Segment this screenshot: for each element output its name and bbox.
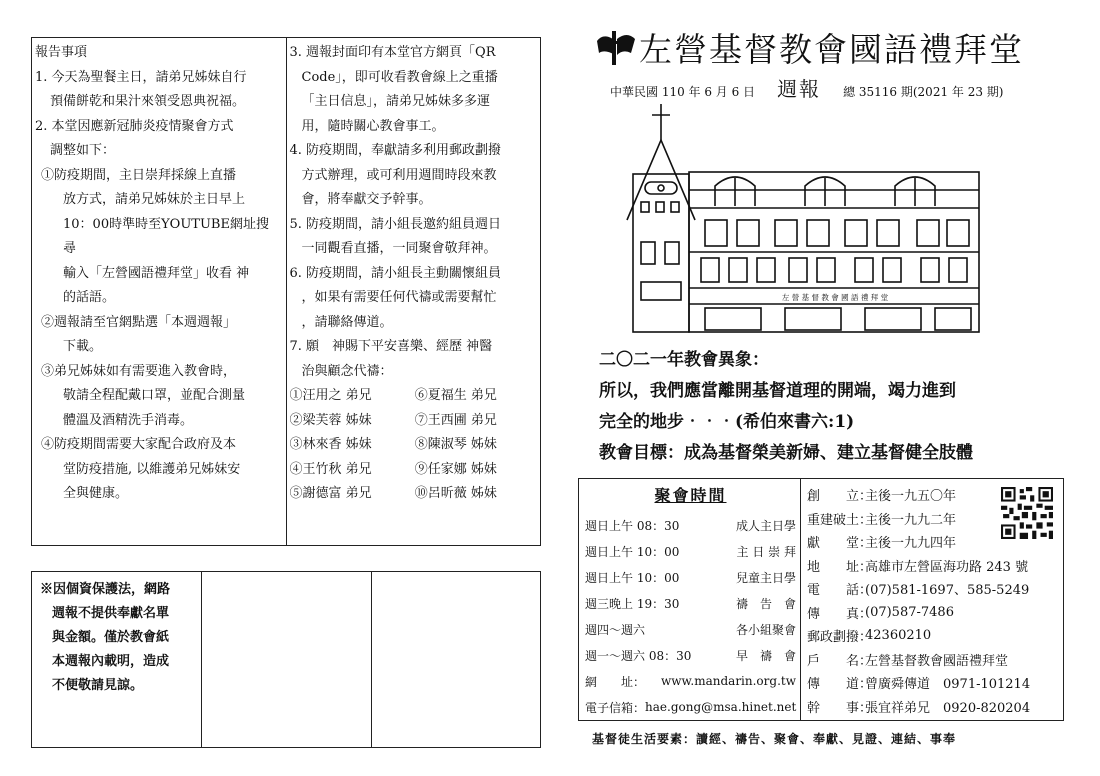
email-label: 電子信箱： (585, 700, 646, 715)
prayer-list (290, 384, 537, 507)
meeting-time: 週日上午 08：30 (585, 518, 680, 533)
masthead (593, 24, 1024, 71)
meeting-time: 週日上午 10：00 (585, 570, 680, 585)
prayer-item: ⑦王西圃 弟兄 (414, 412, 497, 428)
announcements-heading: 報告事項 (35, 45, 88, 60)
meeting-times-title: 聚會時間 (654, 486, 727, 505)
meeting-event: 主 日 崇 拜 (736, 544, 796, 559)
announcement-line: 用，隨時關心教會事工。 (301, 118, 445, 134)
prayer-item: ⑩呂昕薇 姊妹 (414, 486, 497, 501)
announcement-line: 輸入「左營國語禮拜堂」收看 神 (63, 265, 250, 281)
offering-cell-blank (202, 572, 372, 747)
contact-value: (07)587-7486 (865, 604, 954, 620)
meeting-event: 兒童主日學 (735, 570, 796, 585)
contact-label: 獻 堂： (807, 536, 873, 552)
contact-label: 郵政劃撥： (807, 630, 873, 646)
contact-value: 張宜祥弟兄 0920-820204 (865, 700, 1031, 716)
meeting-time: 週日上午 10：00 (585, 544, 680, 559)
contact-row (807, 695, 1059, 719)
issue-info (610, 73, 1003, 102)
announcement-line: ，如果有需要任何代禱或需要幫忙 (301, 290, 497, 305)
meeting-row (585, 538, 796, 564)
announcement-line: 2. 本堂因應新冠肺炎疫情聚會方式 (35, 118, 234, 134)
contact-label: 電 話： (807, 583, 873, 599)
announcement-line: 放方式，請弟兄姊妹於主日早上 (63, 192, 246, 207)
privacy-line: 本週報內載明，造成 (52, 654, 170, 669)
contact-value: 主後一九九二年 (865, 512, 957, 528)
contact-label: 幹 事： (807, 700, 873, 716)
announcement-line: 調整如下： (50, 143, 116, 158)
announcement-line: 10：00時準時至YOUTUBE網址搜尋 (63, 216, 269, 256)
prayer-item: ⑤謝德富 弟兄 (289, 486, 372, 501)
contact-label: 戶 名： (807, 653, 873, 669)
announcement-line: 下載。 (63, 339, 103, 354)
announcement-line: 敬請全程配戴口罩，並配合測量 (63, 388, 246, 403)
announcements-column-2 (286, 38, 541, 545)
announcement-line: ，請聯絡傳道。 (301, 314, 393, 330)
announcement-line: 堂防疫措施, 以維護弟兄姊妹安 (63, 461, 241, 477)
contact-value: 42360210 (865, 628, 932, 644)
announcement-line: 方式辦理，或可利用週間時段來教 (301, 167, 497, 183)
issue-number: 總 35116 期(2021 年 23 期) (843, 85, 1004, 99)
email-link[interactable]: hae.gong@msa.hinet.net (645, 700, 797, 714)
prayer-item: ⑧陳淑琴 姊妹 (414, 437, 497, 452)
church-goal: 教會目標：成為基督榮美新婦、建立基督健全肢體 (599, 443, 973, 463)
contact-value: 主後一九五〇年 (865, 489, 957, 505)
prayer-item: ②梁芙蓉 姊妹 (289, 412, 372, 428)
announcement-line: 7. 願 神賜下平安喜樂、經歷 神醫 (289, 339, 493, 354)
announcement-line: 「主日信息」，請弟兄姊妹多多運 (301, 94, 491, 109)
church-contacts (801, 479, 1063, 720)
announcements-panel (31, 37, 541, 546)
privacy-line: 不便敬請見諒。 (52, 678, 144, 693)
meeting-time: 週一～週六 08：30 (585, 648, 692, 663)
prayer-item: ③林來香 姊妹 (289, 437, 372, 452)
vision-verse-line: 完全的地步‧‧‧(希伯來書六:1) (599, 412, 855, 432)
meeting-row (585, 642, 796, 668)
contact-label: 創 立： (807, 489, 873, 505)
announcement-line: 4. 防疫期間，奉獻請多利用郵政劃撥 (289, 143, 502, 158)
announcement-line: 3. 週報封面印有本堂官方網頁「QR (289, 45, 496, 60)
announcement-line: 體溫及酒精洗手消毒。 (63, 412, 194, 428)
announcement-line: ②週報請至官網點選「本週週報」 (41, 314, 237, 330)
contact-row (807, 554, 1059, 578)
contact-value: (07)581-1697、585-5249 (865, 583, 1030, 599)
announcement-line: 預備餅乾和果汁來領受恩典祝福。 (50, 94, 246, 109)
contact-value: 高雄市左營區海功路 243 號 (865, 559, 1029, 575)
vision-statement (599, 345, 1069, 469)
announcement-line: 1. 今天為聖餐主日，請弟兄姊妹自行 (35, 69, 247, 85)
meeting-event: 早 禱 會 (735, 648, 796, 663)
meeting-times (579, 479, 801, 720)
contact-value: 主後一九九四年 (865, 536, 957, 552)
church-title: 左營基督教會國語禮拜堂 (639, 30, 1024, 69)
church-logo-icon (593, 27, 637, 69)
meeting-row (585, 512, 796, 538)
meeting-row (585, 616, 796, 642)
announcement-line: 會，將奉獻交予幹事。 (301, 192, 432, 207)
announcement-line: 的話語。 (63, 290, 116, 305)
contact-value: 曾廣舜傳道 0971-101214 (865, 677, 1031, 693)
website-label: 網 址： (585, 674, 646, 689)
privacy-line: 週報不提供奉獻名單 (52, 606, 170, 621)
building-sign: 左 營 基 督 教 會 國 語 禮 拜 堂 (781, 293, 889, 302)
announcement-line: 5. 防疫期間，請小組長邀約組員週日 (289, 216, 502, 232)
meeting-event: 各小組聚會 (735, 622, 796, 637)
announcements-column-1 (32, 38, 286, 545)
contact-label: 地 址： (807, 559, 873, 575)
website-row (585, 668, 796, 694)
privacy-line: 與金額。僅於教會紙 (52, 630, 170, 645)
weekly-label: 週報 (777, 77, 822, 101)
meeting-event: 成人主日學 (735, 518, 796, 533)
contact-label: 傳 道： (807, 677, 873, 693)
contact-label: 重建破土： (807, 512, 873, 528)
contact-row (807, 648, 1059, 672)
meeting-row (585, 590, 796, 616)
announcement-line: 治與顧念代禱： (301, 363, 393, 379)
qr-code-icon[interactable] (1001, 487, 1053, 539)
privacy-notice (32, 572, 202, 747)
meeting-event: 禱 告 會 (735, 596, 796, 611)
announcement-line: 6. 防疫期間，請小組長主動關懷組員 (289, 265, 502, 281)
prayer-item: ⑨任家娜 姊妹 (414, 461, 497, 477)
christian-life-essentials: 基督徒生活要素：讀經、禱告、聚會、奉獻、見證、連結、事奉 (592, 732, 957, 746)
meeting-row (585, 564, 796, 590)
announcement-line: 全與健康。 (63, 486, 129, 501)
announcement-line: Code」，即可收看教會線上之重播 (301, 69, 498, 85)
prayer-item: ⑥夏福生 弟兄 (414, 388, 497, 403)
contact-row (807, 624, 1059, 648)
meeting-time: 週三晚上 19：30 (585, 596, 680, 611)
announcement-line: ④防疫期間需要大家配合政府及本 (41, 437, 237, 452)
info-table (578, 478, 1064, 721)
privacy-notice-box (31, 571, 541, 748)
contact-row (807, 601, 1059, 625)
meeting-time: 週四～週六 (585, 622, 646, 637)
prayer-item: ④王竹秋 弟兄 (289, 461, 372, 477)
announcement-line: ①防疫期間，主日崇拜採線上直播 (41, 167, 237, 183)
website-link[interactable]: www.mandarin.org.tw (661, 674, 796, 688)
contact-row (807, 577, 1059, 601)
contact-row (807, 671, 1059, 695)
prayer-item: ①汪用之 弟兄 (289, 388, 372, 403)
announcement-line: 一同觀看直播，一同聚會敬拜神。 (301, 241, 497, 256)
offering-cell-blank (372, 572, 540, 747)
vision-verse-line: 所以，我們應當離開基督道理的開端，竭力進到 (599, 381, 956, 401)
announcement-line: ③弟兄姊妹如有需要進入教會時， (41, 363, 237, 379)
email-row (585, 694, 796, 720)
vision-heading: 二〇二一年教會異象： (599, 350, 769, 370)
contact-label: 傳 真： (807, 606, 873, 622)
privacy-line: ※因個資保護法，網路 (40, 582, 171, 597)
contact-value: 左營基督教會國語禮拜堂 (865, 653, 1009, 669)
church-building-illustration (625, 102, 985, 338)
issue-date: 中華民國 110 年 6 月 6 日 (610, 85, 756, 99)
